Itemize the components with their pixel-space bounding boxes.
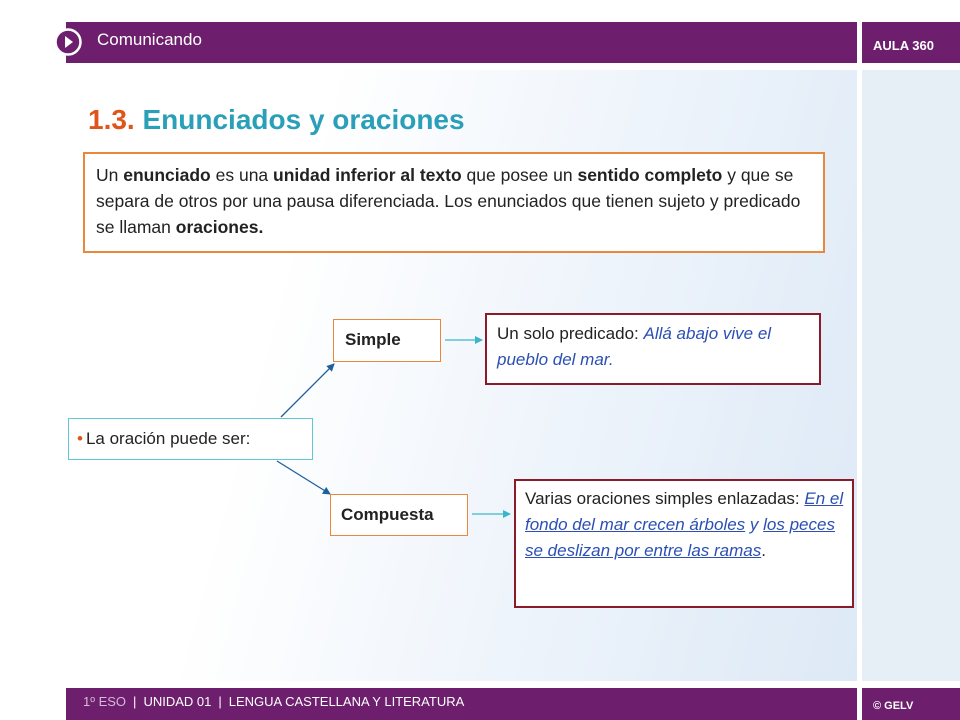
aula-badge: AULA 360 — [873, 38, 934, 53]
compound-joiner: y — [745, 515, 764, 534]
compound-end: . — [761, 541, 766, 560]
simple-box: Simple — [333, 319, 441, 362]
compound-box: Compuesta — [330, 494, 468, 536]
def-text: y que se separa de otros por una pausa diferenciada. Los enunciados que tienen sujeto y predicado se llaman — [96, 165, 801, 237]
footer-course: 1º ESO — [83, 694, 127, 709]
footer-separator: | — [133, 694, 137, 709]
section-title: Comunicando — [97, 30, 202, 49]
title-text: Enunciados y oraciones — [142, 104, 465, 135]
def-text: que posee un — [461, 165, 578, 185]
def-text: Un — [96, 165, 124, 185]
footer-subject: LENGUA CASTELLANA Y LITERATURA — [228, 694, 465, 709]
connector-to-simple — [281, 364, 334, 417]
compound-example-1: En el fondo del mar crecen árboles — [525, 489, 844, 534]
compound-description — [514, 479, 854, 608]
root-label: La oración puede ser: — [85, 429, 251, 448]
copyright: © GELV — [873, 700, 914, 712]
bullet-icon: • — [77, 429, 83, 448]
simple-example: Allá abajo vive el pueblo del mar. — [497, 324, 772, 369]
simple-description — [485, 313, 821, 385]
title-number: 1.3. — [88, 104, 135, 135]
def-term-unidad: unidad inferior al texto — [273, 165, 462, 185]
def-term-sentido: sentido completo — [577, 165, 723, 185]
compound-desc-text: Varias oraciones simples enlazadas: — [525, 489, 805, 508]
footer-breadcrumb — [83, 694, 464, 709]
footer-unit: UNIDAD 01 — [143, 694, 212, 709]
connector-to-compound — [277, 461, 330, 494]
compound-example-2: los peces se deslizan por entre las ramas — [525, 515, 835, 560]
footer-separator: | — [218, 694, 222, 709]
def-text: es una — [210, 165, 274, 185]
simple-desc-text: Un solo predicado: — [497, 324, 644, 343]
oracion-root-box — [68, 418, 313, 460]
def-term-enunciado: enunciado — [123, 165, 211, 185]
def-term-oraciones: oraciones. — [175, 217, 264, 237]
